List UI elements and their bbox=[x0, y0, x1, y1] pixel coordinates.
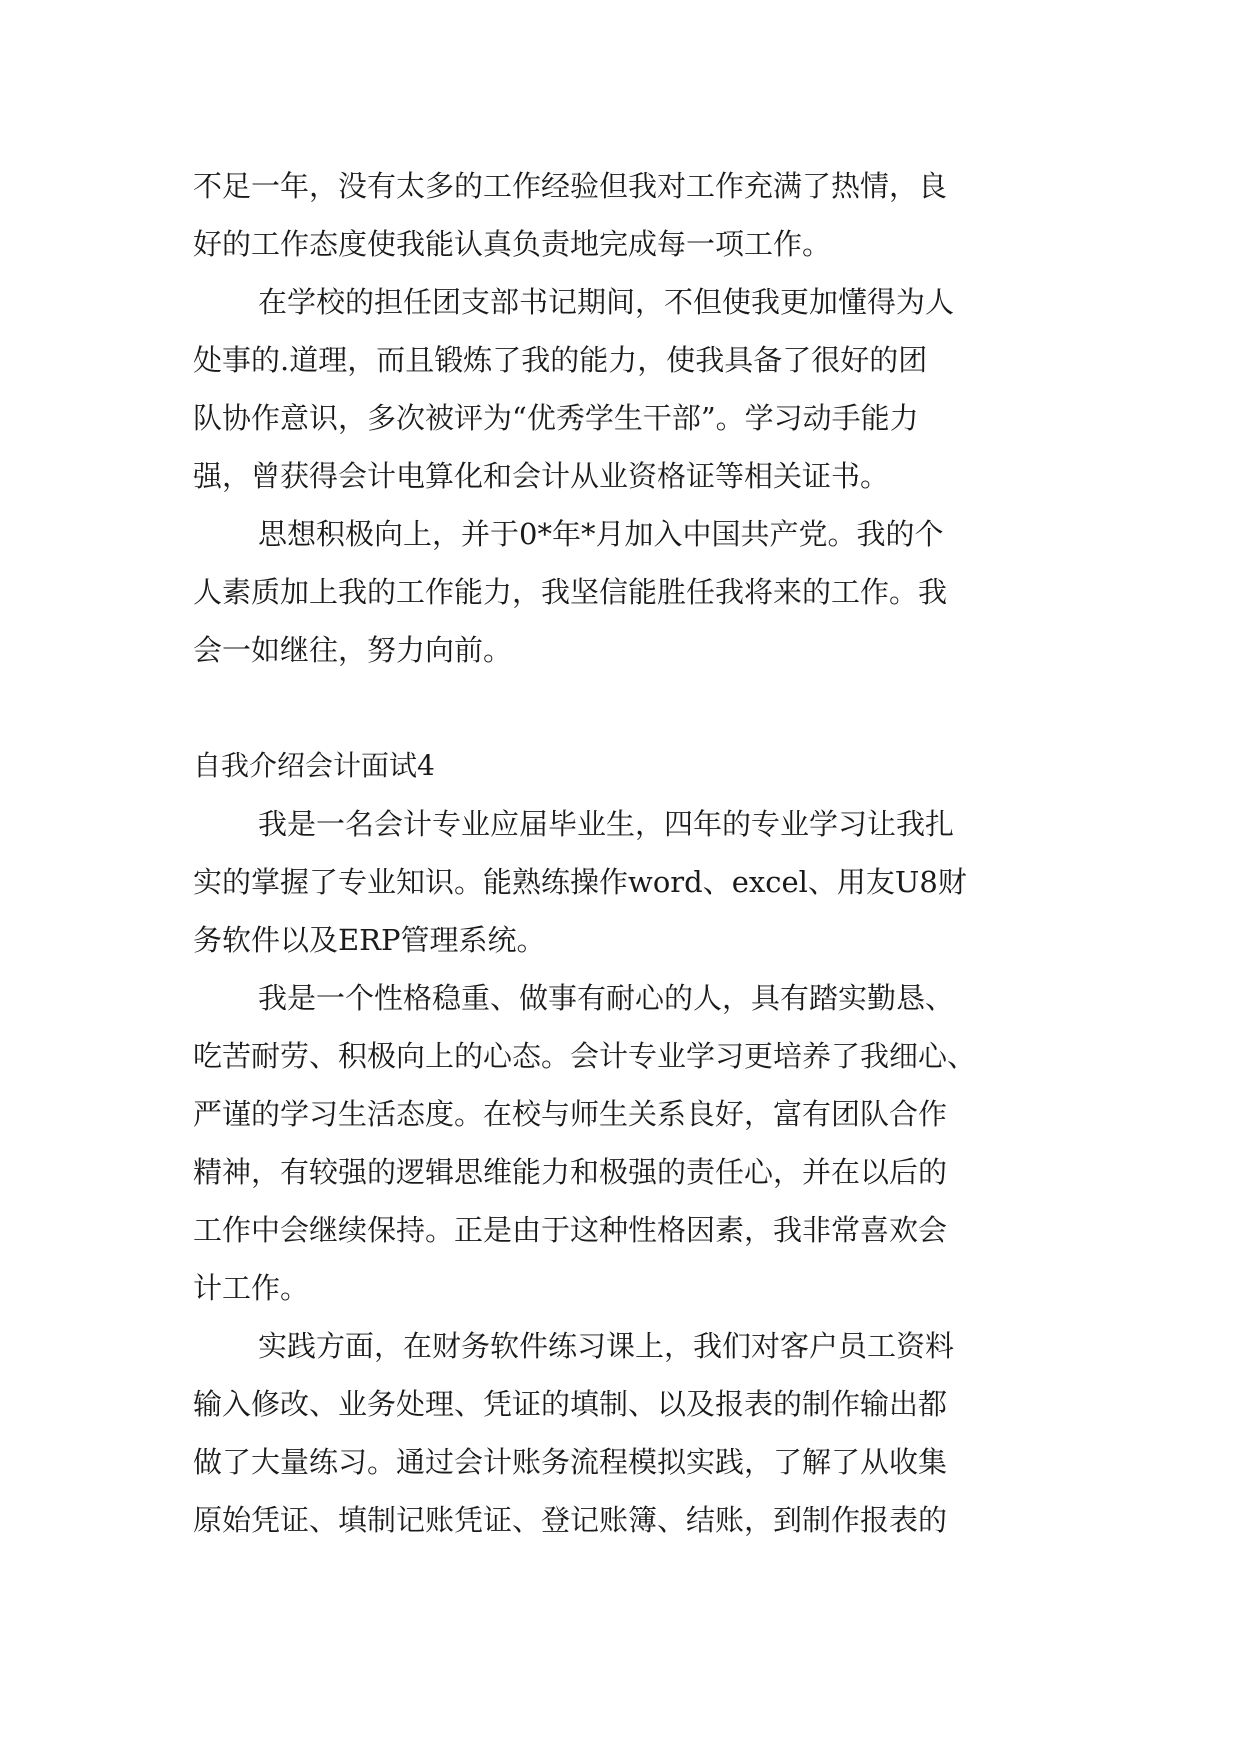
body-text-line: 不足一年，没有太多的工作经验但我对工作充满了热情，良 bbox=[193, 169, 948, 203]
paragraph-start-line: 在学校的担任团支部书记期间，不但使我更加懂得为人 bbox=[258, 285, 955, 319]
body-text-line: 计工作。 bbox=[193, 1271, 310, 1305]
body-text-line: 处事的.道理，而且锻炼了我的能力，使我具备了很好的团 bbox=[193, 343, 928, 377]
paragraph-start-line: 我是一个性格稳重、做事有耐心的人，具有踏实勤恳、 bbox=[258, 981, 955, 1015]
section-heading: 自我介绍会计面试4 bbox=[193, 749, 435, 782]
paragraph-start-line: 我是一名会计专业应届毕业生，四年的专业学习让我扎 bbox=[258, 807, 955, 841]
body-text-line: 输入修改、业务处理、凭证的填制、以及报表的制作输出都 bbox=[193, 1387, 948, 1421]
body-text-line: 好的工作态度使我能认真负责地完成每一项工作。 bbox=[193, 227, 832, 261]
body-text-line: 人素质加上我的工作能力，我坚信能胜任我将来的工作。我 bbox=[193, 575, 948, 609]
paragraph-start-line: 实践方面，在财务软件练习课上，我们对客户员工资料 bbox=[258, 1329, 955, 1363]
body-text-line: 吃苦耐劳、积极向上的心态。会计专业学习更培养了我细心、 bbox=[193, 1039, 977, 1073]
body-text-line: 务软件以及ERP管理系统。 bbox=[193, 923, 546, 957]
body-text-line: 工作中会继续保持。正是由于这种性格因素，我非常喜欢会 bbox=[193, 1213, 948, 1247]
body-text-line: 队协作意识，多次被评为“优秀学生干部”。学习动手能力 bbox=[193, 401, 919, 435]
body-text-line: 精神，有较强的逻辑思维能力和极强的责任心，并在以后的 bbox=[193, 1155, 948, 1189]
body-text-line: 原始凭证、填制记账凭证、登记账簿、结账，到制作报表的 bbox=[193, 1503, 948, 1537]
body-text-line: 严谨的学习生活态度。在校与师生关系良好，富有团队合作 bbox=[193, 1097, 948, 1131]
body-text-line: 强，曾获得会计电算化和会计从业资格证等相关证书。 bbox=[193, 459, 890, 493]
body-text-line: 会一如继往，努力向前。 bbox=[193, 633, 513, 667]
body-text-line: 做了大量练习。通过会计账务流程模拟实践，了解了从收集 bbox=[193, 1445, 948, 1479]
paragraph-start-line: 思想积极向上，并于0*年*月加入中国共产党。我的个 bbox=[258, 517, 944, 551]
body-text-line: 实的掌握了专业知识。能熟练操作word、excel、用友U8财 bbox=[193, 865, 967, 899]
